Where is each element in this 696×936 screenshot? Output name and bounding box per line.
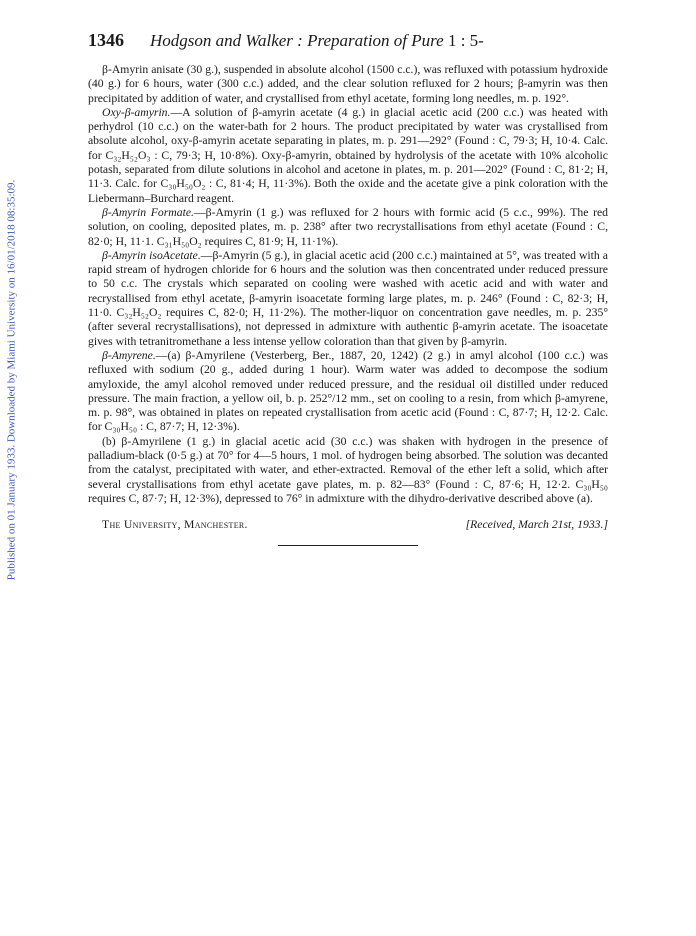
- end-rule: [278, 545, 418, 546]
- running-title-suffix: 1 : 5-: [443, 31, 484, 50]
- paragraph-formate: β-Amyrin Formate.—β-Amyrin (1 g.) was refluxed for 2 hours with formic acid (5 c.c., 99%). The red solution, on cooling, deposited plates, m. p. 238° after two recrystallisations from ethyl acetate (Found : C, 82·0; H, 11·1. C₃₁H₅₀O₂ requires C, 81·9; H, 11·1%).: [88, 205, 608, 248]
- article-body: [88, 63, 608, 506]
- paragraph-amyrene-a: β-Amyrene.—(a) β-Amyrilene (Vesterberg, Ber., 1887, 20, 1242) (2 g.) in amyl alcohol (100 c.c.) was refluxed with sodium (20 g., added during 1 hour). Warm water was added to decompose the sodium amyloxide, the amyl alcohol removed under reduced pressure, and the residual oil distilled under reduced pressure. The main fraction, a yellow oil, b. p. 252°/12 mm., set on cooling to a resin, from which β-amyrene, m. p. 98°, was obtained in plates on repeated crystallisation from acetic acid (Found : C, 87·7; H, 12·2. Calc. for C₃₀H₅₀ : C, 87·7; H, 12·3%).: [88, 348, 608, 434]
- section-heading: Oxy-β-amyrin.: [102, 105, 171, 119]
- download-watermark: [3, 130, 19, 630]
- section-heading: β-Amyrin Formate.: [102, 205, 194, 219]
- article-footer: [88, 518, 608, 531]
- section-heading: β-Amyrin isoAcetate.: [102, 248, 201, 262]
- paragraph-amyrene-b: (b) β-Amyrilene (1 g.) in glacial acetic acid (30 c.c.) was shaken with hydrogen in the presence of palladium-black (0·5 g.) at 70° for 4—5 hours, 1 mol. of hydrogen being absorbed. The solution was decanted from the catalyst, precipitated with water, and ether-extracted. Removal of the ether left a solid, which after several crystallisations from ethyl acetate gave plates, m. p. 82—83° (Found : C, 87·6; H, 12·2. C₃₀H₅₀ requires C, 87·7; H, 12·3%), depressed to 76° in admixture with the dihydro-derivative described above (a).: [88, 434, 608, 505]
- paragraph-oxy-amyrin: Oxy-β-amyrin.—A solution of β-amyrin acetate (4 g.) in glacial acetic acid (200 c.c.) was heated with perhydrol (10 c.c.) on the water-bath for 2 hours. The product precipitated by water was crystallised from absolute alcohol, oxy-β-amyrin acetate separating in plates, m. p. 291—292° (Found : C, 79·3; H, 10·4. Calc. for C₃₂H₅₂O₃ : C, 79·3; H, 10·8%). Oxy-β-amyrin, obtained by hydrolysis of the acetate with 10% alcoholic potash, separated from dilute solutions in alcohol and acetone in plates, m. p. 201—202° (Found : C, 81·2; H, 11·3. Calc. for C₃₀H₅₀O₂ : C, 81·4; H, 11·3%). Both the oxide and the acetate give a pink coloration with the Liebermann–Burchard reagent.: [88, 105, 608, 205]
- section-heading: β-Amyrene.: [102, 348, 156, 362]
- paragraph-isoacetate: β-Amyrin isoAcetate.—β-Amyrin (5 g.), in glacial acetic acid (200 c.c.) maintained at 5°, was treated with a rapid stream of hydrogen chloride for 6 hours and the solution was then concentrated under reduced pressure to 50 c.c. The crystals which separated on cooling were washed with acetic acid and with water and recrystallised from ethyl acetate, β-amyrin isoacetate forming large plates, m. p. 246° (Found : C, 82·3; H, 11·0. C₃₂H₅₂O₂ requires C, 82·0; H, 11·2%). The mother-liquor on concentration gave needles, m. p. 235° (after several recrystallisations), not depressed in admixture with authentic β-amyrin acetate. The isoacetate gives with tetranitromethane a less intense yellow coloration than that given by β-amyrin.: [88, 248, 608, 348]
- paragraph-anisate: β-Amyrin anisate (30 g.), suspended in absolute alcohol (1500 c.c.), was refluxed with potassium hydroxide (40 g.) for 6 hours, water (300 c.c.) added, and the clear solution refluxed for 2 hours; β-amyrin was then precipitated by addition of water, and crystallised from ethyl acetate, forming long needles, m. p. 192°.: [88, 63, 608, 105]
- download-notice: Published on 01 January 1933. Downloaded by Miami University on 16/01/2018 08:35:09.: [5, 179, 17, 581]
- affiliation: The University, Manchester.: [102, 518, 248, 532]
- running-title-text: Hodgson and Walker : Preparation of Pure: [150, 31, 444, 50]
- article-page: [88, 30, 608, 546]
- running-title: [150, 31, 484, 51]
- page-header: [88, 30, 608, 51]
- page-number: 1346: [88, 30, 124, 50]
- received-date: [Received, March 21st, 1933.]: [465, 518, 608, 532]
